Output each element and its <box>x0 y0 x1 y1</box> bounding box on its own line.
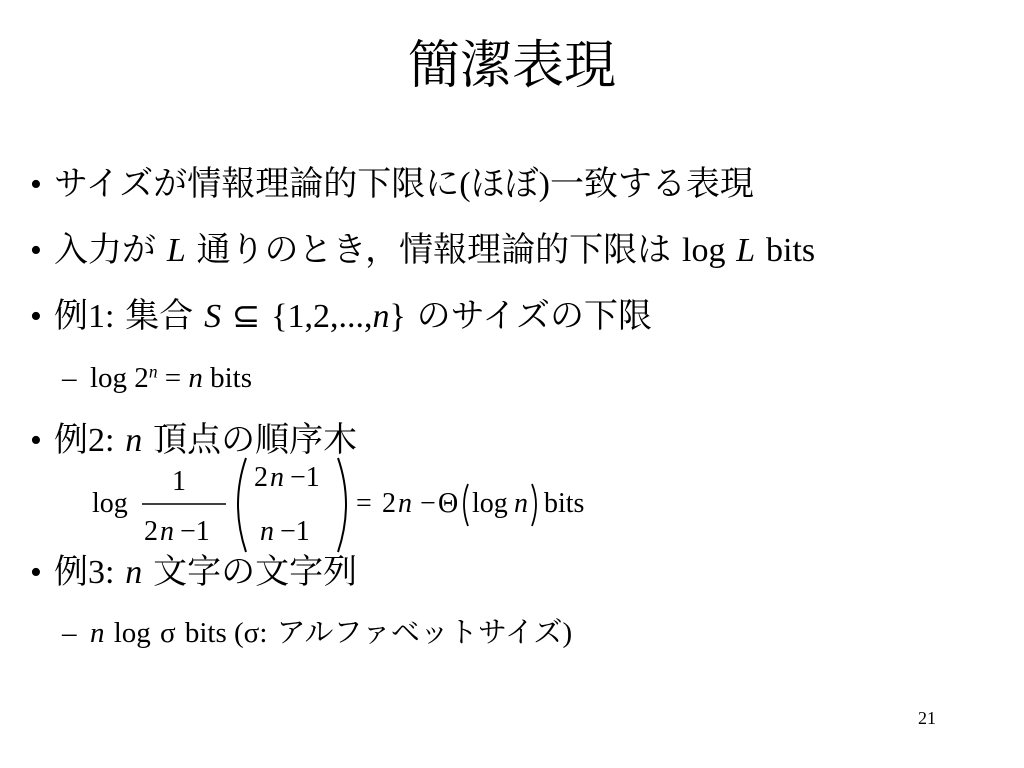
math-var-n: n <box>125 422 143 459</box>
formula-binom-top-a: 2 <box>254 462 268 493</box>
colon: : <box>259 617 268 649</box>
math-eq: = <box>164 362 182 394</box>
dash-marker: – <box>62 362 77 394</box>
dash-marker: – <box>62 617 77 649</box>
formula-rhs-log: log <box>472 488 508 519</box>
bullet-text: 文字の文字列 <box>153 552 358 592</box>
formula-rhs-theta: Θ <box>438 488 459 519</box>
bullet-marker: • <box>30 298 42 335</box>
slide-title: 簡潔表現 <box>407 36 616 96</box>
math-var-L: L <box>736 232 756 269</box>
formula-ordered-tree <box>86 452 646 562</box>
math-bits: bits <box>210 362 253 394</box>
math-set-close: } <box>389 298 406 335</box>
binom-right-paren <box>338 458 346 552</box>
binom-left-paren <box>238 458 246 552</box>
formula-rhs-minus: − <box>420 488 436 519</box>
sub-bullet-2 <box>62 614 572 651</box>
bullet-text: 通りのとき，情報理論的下限は <box>196 230 672 270</box>
math-exponent: n <box>148 361 158 382</box>
bullet-text: のサイズの下限 <box>416 296 652 336</box>
math-subset: ⊆ <box>231 298 261 335</box>
example-number: 1: <box>88 298 115 335</box>
bullet-marker: • <box>30 554 42 591</box>
math-set: {1,2,..., <box>271 298 373 335</box>
formula-log: log <box>92 488 128 519</box>
bullet-text: 頂点の順序木 <box>153 420 358 460</box>
bullet-marker: • <box>30 422 42 459</box>
math-sigma: σ <box>160 617 176 649</box>
bullet-item-5 <box>18 550 357 595</box>
theta-right-paren <box>532 484 536 526</box>
math-var-n: n <box>125 554 143 591</box>
math-var-S: S <box>204 298 222 335</box>
math-var-L: L <box>166 232 186 269</box>
formula-binom-bot-n: n <box>260 516 274 547</box>
bullet-item-1 <box>18 162 754 207</box>
math-log: log <box>682 232 726 269</box>
bullet-marker: • <box>30 166 42 203</box>
bullet-item-3 <box>18 294 652 339</box>
example-number: 2: <box>88 422 115 459</box>
bullet-text: 例 <box>54 296 88 336</box>
formula-binom-top-b: −1 <box>290 462 320 493</box>
bullet-text: サイズが情報理論的下限に <box>54 164 460 204</box>
bullet-text: ほぼ <box>470 164 539 204</box>
sub-bullet-text: アルファベットサイズ <box>276 615 563 649</box>
formula-frac-den-b: −1 <box>180 516 210 547</box>
bullet-item-2 <box>18 228 815 273</box>
paren-close: ) <box>538 166 550 203</box>
sub-bullet-1 <box>62 360 252 396</box>
bullet-text: 入力が <box>54 230 156 270</box>
math-log: log <box>113 617 151 649</box>
theta-left-paren <box>464 484 468 526</box>
formula-rhs-eq: = <box>356 488 372 519</box>
math-bits: bits <box>766 232 816 269</box>
math-var-n: n <box>372 298 390 335</box>
math-log: log 2 <box>90 362 149 394</box>
bullet-marker: • <box>30 232 42 269</box>
bullet-text: 集合 <box>125 296 194 336</box>
formula-rhs-bits: bits <box>544 488 585 519</box>
bullet-text: 一致する表現 <box>549 164 754 204</box>
bullet-text: 例 <box>54 420 88 460</box>
page-number: 21 <box>918 708 936 728</box>
math-var-n: n <box>188 362 203 394</box>
paren-open: ( <box>459 166 471 203</box>
formula-binom-bot-b: −1 <box>280 516 310 547</box>
formula-frac-den-n: n <box>160 516 174 547</box>
paren-close: ) <box>562 617 573 649</box>
formula-rhs-a: 2 <box>382 488 396 519</box>
formula-frac-num: 1 <box>172 466 186 497</box>
bullet-text: 例 <box>54 552 88 592</box>
math-sigma: σ <box>243 617 260 649</box>
math-var-n: n <box>90 617 105 649</box>
formula-rhs-n2: n <box>514 488 528 519</box>
example-number: 3: <box>88 554 115 591</box>
formula-frac-den-a: 2 <box>144 516 158 547</box>
formula-binom-top-n: n <box>270 462 284 493</box>
formula-rhs-n: n <box>398 488 412 519</box>
math-bits: bits ( <box>184 617 244 649</box>
